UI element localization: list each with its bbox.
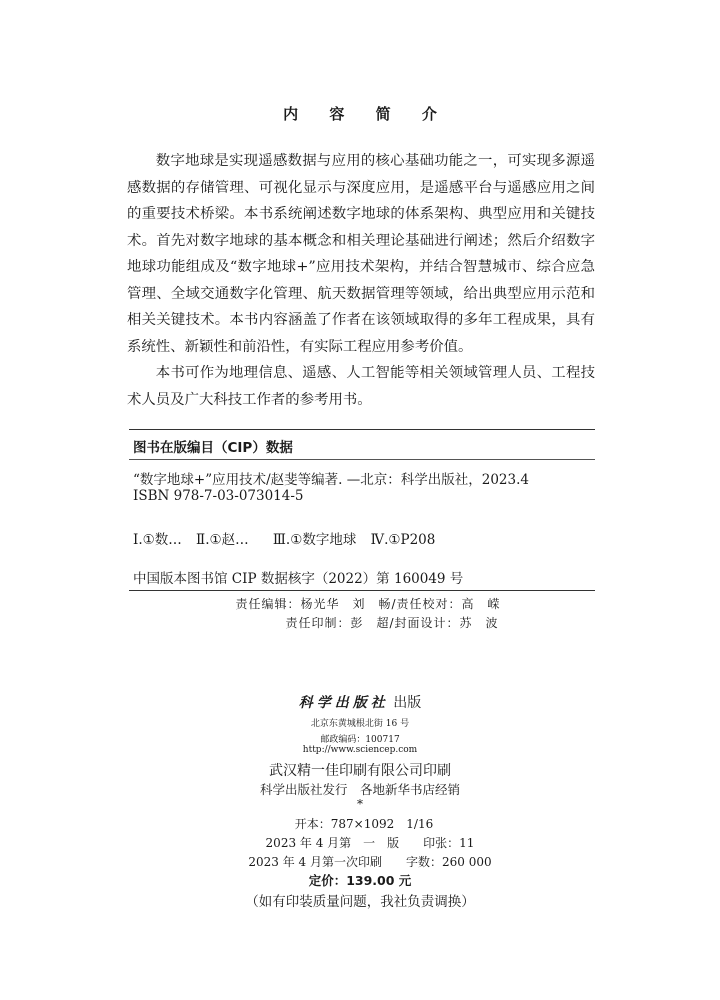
publisher-suffix: 出版 bbox=[393, 695, 422, 711]
cip-record: “数字地球+”应用技术/赵斐等编著. —北京：科学出版社，2023.4 bbox=[133, 472, 529, 488]
abstract-paragraph-1: 数字地球是实现遥感数据与应用的核心基础功能之一，可实现多源遥感数据的存储管理、可视化显示与深度应用，是遥感平台与遥感应用之间的重要技术桥梁。本书系统阐述数字地球的体系架构、典型应用和关键技术。首先对数字地球的基本概念和相关理论基础进行阐述；然后介绍数字地球功能组成及“数字地球+”应用技术架构，并结合智慧城市、综合应急管理、全域交通数字化管理、航天数据管理等领域，给出典型应用示范和相关关键技术。本书内容涵盖了作者在该领域取得的多年工程成果，具有系统性、新颖性和前沿性，有实际工程应用参考价值。 bbox=[127, 153, 595, 355]
cip-class-2: Ⅱ.①赵… bbox=[196, 532, 249, 548]
cip-class-3: Ⅲ.①数字地球 bbox=[272, 532, 357, 548]
page-title: 内 容 简 介 bbox=[283, 105, 450, 123]
printing-line: 2023 年 4 月第一次印刷 字数：260 000 bbox=[248, 855, 492, 869]
cip-verification: 中国版本图书馆 CIP 数据核字（2022）第 160049 号 bbox=[133, 571, 464, 587]
publisher-name: 科学出版社 bbox=[298, 695, 389, 711]
abstract-paragraph-2: 本书可作为地理信息、遥感、人工智能等相关领域管理人员、工程技术人员及广大科技工作者的参考用书。 bbox=[127, 365, 595, 408]
cip-class-4: Ⅳ.①P208 bbox=[370, 532, 436, 548]
publisher-address: 北京东黄城根北街 16 号 bbox=[310, 719, 410, 729]
cip-divider bbox=[129, 459, 595, 460]
price-line: 定价：139.00 元 bbox=[308, 873, 412, 888]
publisher-postcode: 邮政编码：100717 bbox=[320, 735, 400, 745]
quality-note: （如有印装质量问题，我社负责调换） bbox=[245, 894, 475, 910]
cip-class-1: Ⅰ.①数… bbox=[133, 532, 182, 548]
cip-classification bbox=[133, 528, 435, 548]
cip-heading: 图书在版编目（CIP）数据 bbox=[133, 440, 293, 456]
separator-star: * bbox=[357, 797, 363, 811]
credits-production: 责任印制：彭 超/封面设计：苏 波 bbox=[285, 616, 499, 630]
edition-line: 2023 年 4 月第 一 版 印张：11 bbox=[265, 836, 475, 850]
printer-line: 武汉精一佳印刷有限公司印刷 bbox=[269, 763, 451, 779]
distribution-line: 科学出版社发行 各地新华书店经销 bbox=[259, 782, 460, 797]
credits-editors: 责任编辑：杨光华 刘 畅/责任校对：高 嵘 bbox=[235, 597, 501, 611]
format-line: 开本：787×1092 1/16 bbox=[294, 817, 434, 831]
cip-block bbox=[129, 429, 595, 591]
publisher-url: http://www.sciencep.com bbox=[302, 745, 418, 755]
abstract bbox=[127, 148, 595, 413]
cip-isbn: ISBN 978-7-03-073014-5 bbox=[133, 488, 304, 504]
publisher-line bbox=[0, 692, 720, 712]
